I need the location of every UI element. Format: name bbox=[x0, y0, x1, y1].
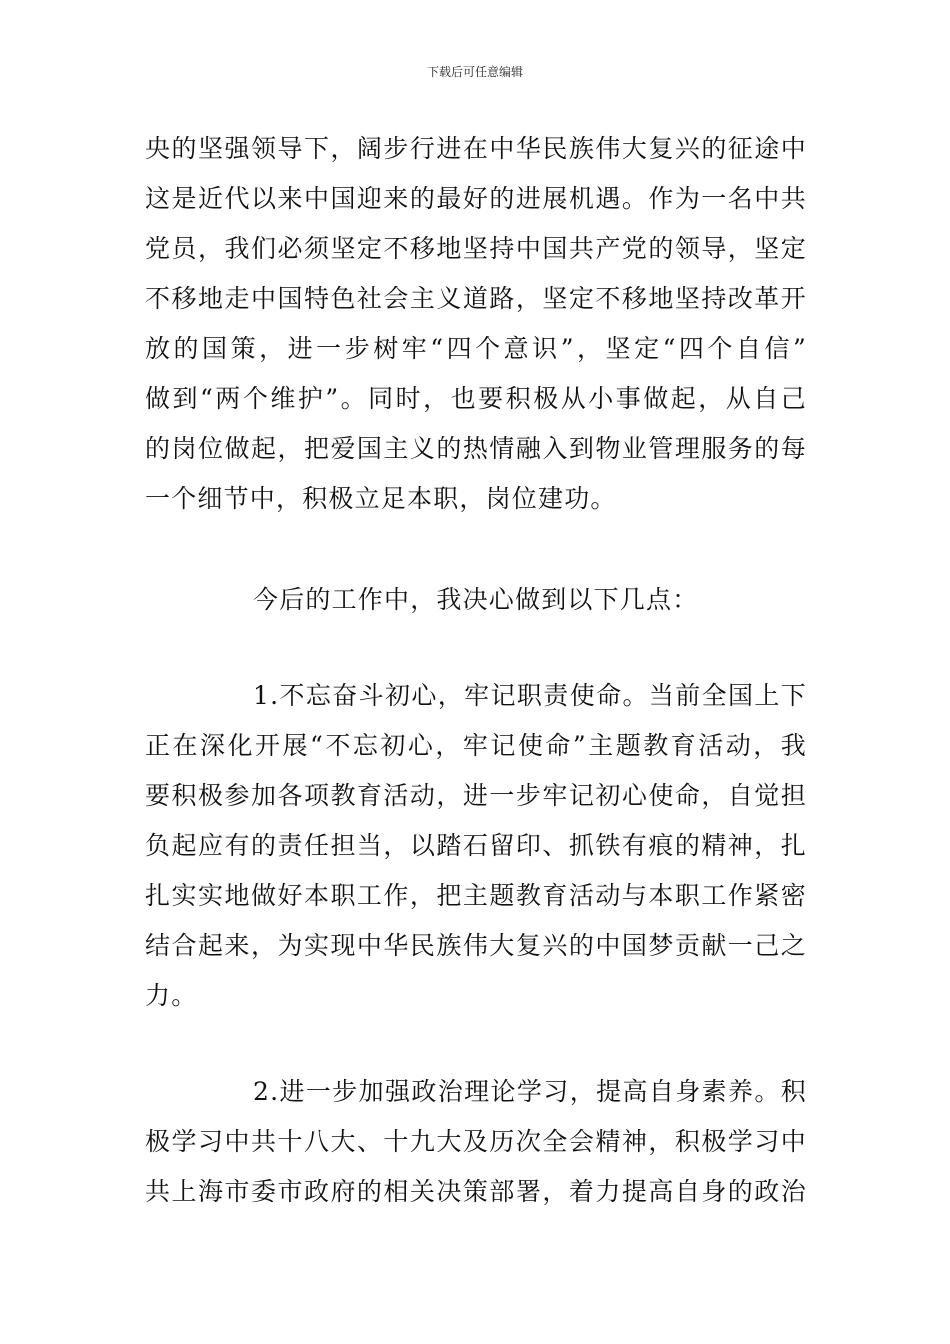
text-line: 2.进一步加强政治理论学习，提高自身素养。积 bbox=[253, 1077, 807, 1106]
paragraph-point-2 bbox=[145, 1067, 807, 1217]
paragraph-point-1 bbox=[145, 671, 807, 1021]
text-line: 扎实实地做好本职工作，把主题教育活动与本职工作紧密 bbox=[145, 881, 807, 910]
text-line: 1.不忘奋斗初心，牢记职责使命。当前全国上下 bbox=[253, 681, 807, 710]
text-line: 这是近代以来中国迎来的最好的进展机遇。作为一名中共 bbox=[145, 184, 807, 213]
text-line: 做到“两个维护”。同时，也要积极从小事做起，从自己 bbox=[145, 384, 807, 413]
text-line: 央的坚强领导下，阔步行进在中华民族伟大复兴的征途中 bbox=[145, 134, 807, 163]
paragraph-resolution-intro bbox=[145, 575, 807, 625]
text-line: 不移地走中国特色社会主义道路，坚定不移地坚持改革开 bbox=[145, 284, 807, 313]
text-line: 放的国策，进一步树牢“四个意识”，坚定“四个自信” bbox=[145, 334, 807, 363]
text-line: 党员，我们必须坚定不移地坚持中国共产党的领导，坚定 bbox=[145, 234, 807, 263]
text-line: 结合起来，为实现中华民族伟大复兴的中国梦贡献一己之 bbox=[145, 931, 807, 960]
text-line: 要积极参加各项教育活动，进一步牢记初心使命，自觉担 bbox=[145, 781, 807, 810]
text-line: 正在深化开展“不忘初心，牢记使命”主题教育活动，我 bbox=[145, 731, 807, 760]
paragraph-patriotism bbox=[145, 124, 807, 524]
text-line: 一个细节中，积极立足本职，岗位建功。 bbox=[145, 484, 617, 513]
text-line: 极学习中共十八大、十九大及历次全会精神，积极学习中 bbox=[145, 1127, 807, 1156]
text-line: 共上海市委市政府的相关决策部署，着力提高自身的政治 bbox=[145, 1177, 807, 1206]
text-line: 负起应有的责任担当，以踏石留印、抓铁有痕的精神，扎 bbox=[145, 831, 807, 860]
text-line: 的岗位做起，把爱国主义的热情融入到物业管理服务的每 bbox=[145, 434, 807, 463]
text-line: 力。 bbox=[145, 981, 198, 1010]
text-line: 今后的工作中，我决心做到以下几点： bbox=[253, 585, 699, 614]
page-header: 下载后可任意编辑 bbox=[426, 65, 523, 79]
